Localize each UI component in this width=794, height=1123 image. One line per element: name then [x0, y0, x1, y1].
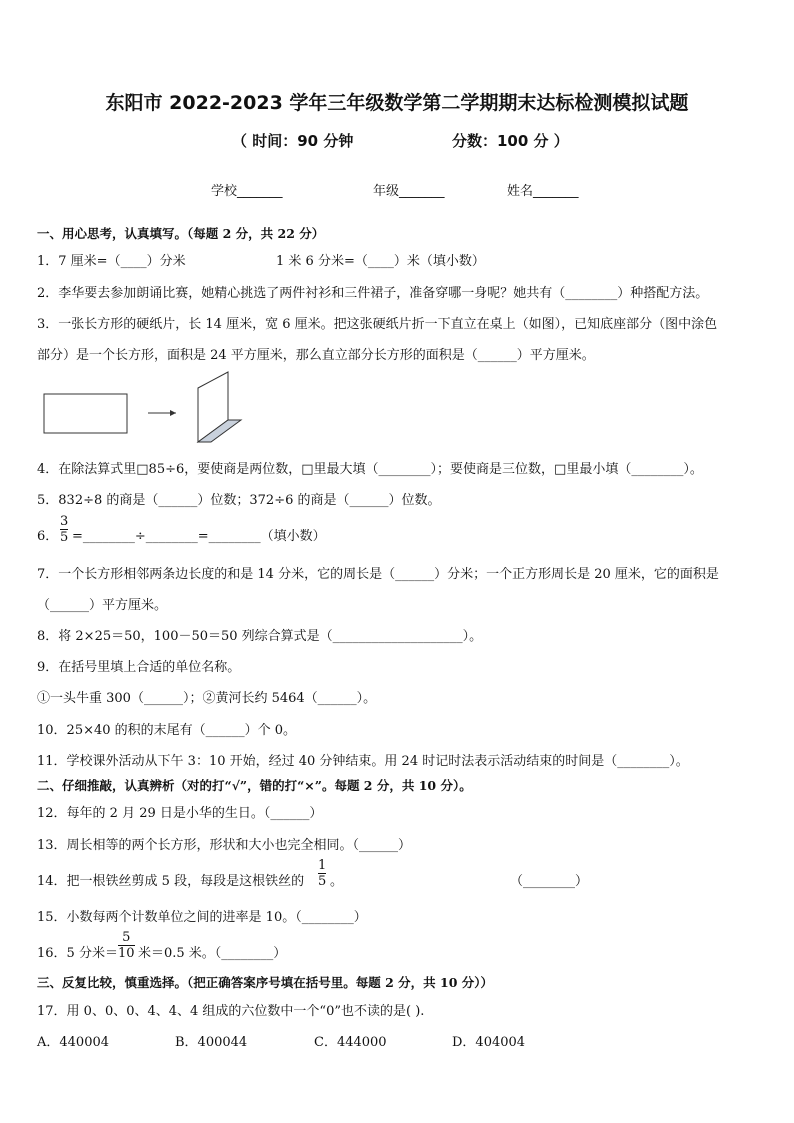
page-title: 东阳市 2022-2023 学年三年级数学第二学期期末达标检测模拟试题 [105, 92, 689, 114]
flat-rectangle [44, 394, 127, 433]
question-9-items: ①一头牛重 300（______）；②黄河长约 5464（______）。 [37, 691, 377, 706]
question-8: 8．将 2×25＝50，100－50＝50 列综合算式是（____________________）。 [37, 629, 483, 644]
question-14-end: 。 [330, 874, 344, 889]
fraction-denominator: 5 [318, 874, 327, 889]
fraction-denominator: 5 [60, 530, 69, 545]
question-7-line2: （______）平方厘米。 [37, 598, 168, 613]
score-label: 分数：100 分 ） [452, 132, 569, 150]
question-2: 2．李华要去参加朗诵比赛，她精心挑选了两件衬衫和三件裙子，准备穿哪一身呢？她共有（________）种搭配方法。 [37, 286, 709, 301]
question-6-prefix: 6． [37, 529, 59, 544]
option-a: A．440004 [37, 1035, 110, 1050]
question-1a: 1．7 厘米=（____）分米 [37, 254, 186, 269]
question-12: 12．每年的 2 月 29 日是小华的生日。（______） [37, 806, 323, 821]
question-3-line1: 3．一张长方形的硬纸片，长 14 厘米，宽 6 厘米。把这张硬纸片折一下直立在桌上（如图），已知底座部分（图中涂色 [37, 317, 718, 332]
section-3-heading: 三、反复比较，慎重选择。（把正确答案序号填在括号里。每题 2 分，共 10 分）） [37, 975, 494, 990]
question-1b: 1 米 6 分米=（____）米（填小数） [276, 254, 485, 269]
question-14-text: 14．把一根铁丝剪成 5 段，每段是这根铁丝的 [37, 874, 305, 889]
arrow-head-icon [170, 410, 176, 416]
school-field: 学校_______ [211, 184, 283, 199]
question-13: 13．周长相等的两个长方形，形状和大小也完全相同。（______） [37, 838, 412, 853]
question-7-line1: 7．一个长方形相邻两条边长度的和是 14 分米，它的周长是（______）分米；一个正方形周长是 20 厘米，它的面积是 [37, 567, 719, 582]
fold-diagram [40, 368, 250, 448]
fraction-numerator: 1 [318, 858, 327, 873]
question-14-blank: （________） [510, 874, 589, 889]
question-17: 17．用 0、0、0、4、4、4 组成的六位数中一个“0”也不读的是( ). [37, 1004, 425, 1019]
question-10: 10．25×40 的积的末尾有（______）个 0。 [37, 723, 297, 738]
question-11: 11．学校课外活动从下午 3：10 开始，经过 40 分钟结束。用 24 时记时法表示活动结束的时间是（________）。 [37, 754, 689, 769]
option-d: D．404004 [452, 1035, 526, 1050]
question-5: 5．832÷8 的商是（______）位数；372÷6 的商是（______）位数。 [37, 493, 441, 508]
section-1-heading: 一、用心思考，认真填写。（每题 2 分，共 22 分） [37, 226, 325, 241]
question-16-a: 16．5 分米＝ [37, 946, 118, 961]
question-4: 4．在除法算式里□85÷6，要使商是两位数，□里最大填（________）；要使商是三位数，□里最小填（________）。 [37, 462, 703, 477]
fraction-numerator: 5 [122, 930, 131, 945]
question-6-fraction [60, 514, 68, 545]
fraction-denominator: 10 [118, 946, 135, 961]
question-14-fraction [318, 858, 326, 889]
name-field: 姓名_______ [507, 184, 579, 199]
question-3-line2: 部分）是一个长方形，面积是 24 平方厘米，那么直立部分长方形的面积是（______）平方厘米。 [37, 348, 595, 363]
fraction-numerator: 3 [60, 514, 69, 529]
question-15: 15．小数每两个计数单位之间的进率是 10。（________） [37, 910, 367, 925]
question-16-fraction [118, 930, 135, 961]
grade-field: 年级_______ [373, 184, 445, 199]
option-c: C．444000 [314, 1035, 387, 1050]
section-2-heading: 二、仔细推敲，认真辨析（对的打“√”，错的打“×”。每题 2 分，共 10 分）。 [37, 778, 472, 793]
time-label: （ 时间：90 分钟 [232, 132, 354, 150]
base-part-shaded [198, 420, 241, 442]
question-9: 9．在括号里填上合适的单位名称。 [37, 660, 241, 675]
option-b: B．400044 [175, 1035, 248, 1050]
question-6-rest: =________÷________=________（填小数） [72, 529, 326, 544]
question-16-b: 米＝0.5 米。（________） [138, 946, 287, 961]
